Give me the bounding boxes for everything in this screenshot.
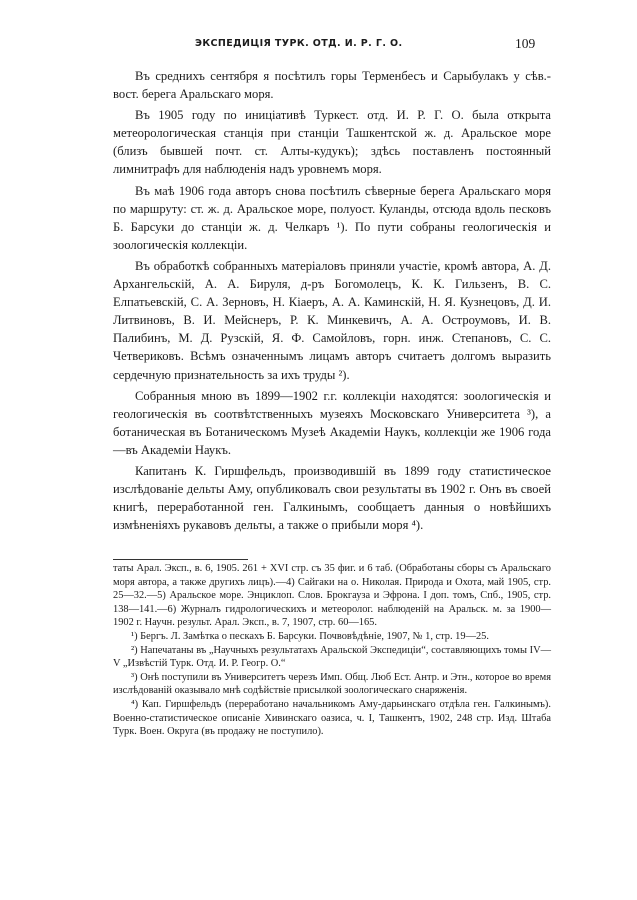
footnote: ²) Напечатаны въ „Научныхъ результатахъ Аральской Экспедиціи“, составляющихъ томы IV—V „Извѣстій Турк. Отд. И. Р. Геогр. О.“	[113, 644, 551, 670]
footnote: ¹) Бергъ. Л. Замѣтка о пескахъ Б. Барсуки. Почвовѣдѣніе, 1907, № 1, стр. 19—25.	[131, 630, 489, 642]
paragraph: Собранныя мною въ 1899—1902 г.г. коллекціи находятся: зоологическія и геологическія въ соотвѣтственныхъ музеяхъ Московскаго Университета ³), а ботаническая въ Ботаническомъ Музеѣ Академіи Наукъ, коллекціи же 1906 года—въ Академіи Наукъ.	[113, 388, 551, 457]
page-number: 109	[515, 36, 536, 51]
main-text	[113, 67, 551, 537]
footnote: ⁴) Кап. Гиршфельдъ (переработано начальникомъ Аму-дарьинскаго отдѣла ген. Галкинымъ). Военно-статистическое описаніе Хивинскаго оазиса, ч. I, Ташкентъ, 1902, 248 стр. Изд. Штаба Турк. Воен. Округа (въ продажу не поступило).	[113, 698, 551, 738]
footnote-divider	[113, 559, 248, 560]
footnote-continuation: таты Арал. Эксп., в. 6, 1905. 261 + XVI стр. съ 35 фиг. и 6 таб. (Обработаны сборы съ Аральскаго моря автора, а также другихъ лицъ).—4) Сайгаки на о. Николая. Природа и Охота, май 1905, стр. 25—32.—5) Аральское море. Энциклоп. Слов. Брокгауза и Эфрона. I доп. томъ, Спб., 1905, стр. 138—141.—6) Журналъ гидрологическихъ и метеоролог. наблюденій на Аральск. м. за 1900—1902 г. Научн. результ. Арал. Эксп., в. 7, 1907, стр. 60—165.	[113, 563, 551, 629]
paragraph: Въ 1905 году по иниціативѣ Туркест. отд. И. Р. Г. О. была открыта метеорологическая станція при станціи Ташкентской ж. д. Аральское море (близъ бывшей почт. ст. Алты-кудукъ); здѣсь поставленъ постоянный лимнитрафъ для наблюденія надъ уровнемъ моря.	[113, 108, 551, 177]
paragraph: Капитанъ К. Гиршфельдъ, производившій въ 1899 году статистическое изслѣдованіе дельты Аму, опубликовалъ свои результаты въ 1902 г. Онъ въ своей книгѣ, переработанной ген. Галкинымъ, сообщаетъ данныя о новѣйшихъ измѣненіяхъ рукавовъ дельты, а также о прибыли моря ⁴).	[113, 463, 551, 533]
paragraph: Въ обработкѣ собранныхъ матеріаловъ приняли участіе, кромѣ автора, А. Д. Архангельскій, А. А. Бируля, д-ръ Богомолецъ, К. К. Гильзенъ, В. С. Елпатьевскій, С. А. Зерновъ, Н. Кіаеръ, А. А. Каминскій, Н. Я. Кузнецовъ, Д. И. Литвиновъ, В. И. Мейснеръ, Р. К. Минкевичъ, А. А. Остроумовъ, И. В. Палибинъ, М. Д. Рузскій, Я. Ф. Самойловъ, горн. инж. Степановъ, С. С. Четвериковъ. Всѣмъ означеннымъ лицамъ авторъ считаетъ долгомъ выразить сердечную признательность за ихъ труды ²).	[113, 258, 551, 382]
paragraph: Въ маѣ 1906 года авторъ снова посѣтилъ сѣверные берега Аральскаго моря по маршруту: ст. ж. д. Аральское море, полуост. Куланды, отсюда вдоль песковъ Б. Барсуки до станціи ж. д. Челкаръ ¹). По пути собраны геологическія и зоологическія коллекціи.	[113, 183, 551, 252]
paragraph: Въ среднихъ сентября я посѣтилъ горы Терменбесъ и Сарыбулакъ у сѣв.-вост. берега Аральскаго моря.	[113, 69, 551, 102]
footnote: ³) Онѣ поступили въ Университетъ черезъ Имп. Общ. Люб Ест. Антр. и Этн., которое во время изслѣдованій оказывало мнѣ содѣйствіе присылкой зоологическаго снаряженія.	[113, 671, 551, 697]
running-title: ЭКСПЕДИЦІЯ ТУРК. ОТД. И. Р. Г. О.	[195, 38, 403, 49]
footnotes	[113, 562, 551, 739]
page-header	[0, 38, 637, 54]
